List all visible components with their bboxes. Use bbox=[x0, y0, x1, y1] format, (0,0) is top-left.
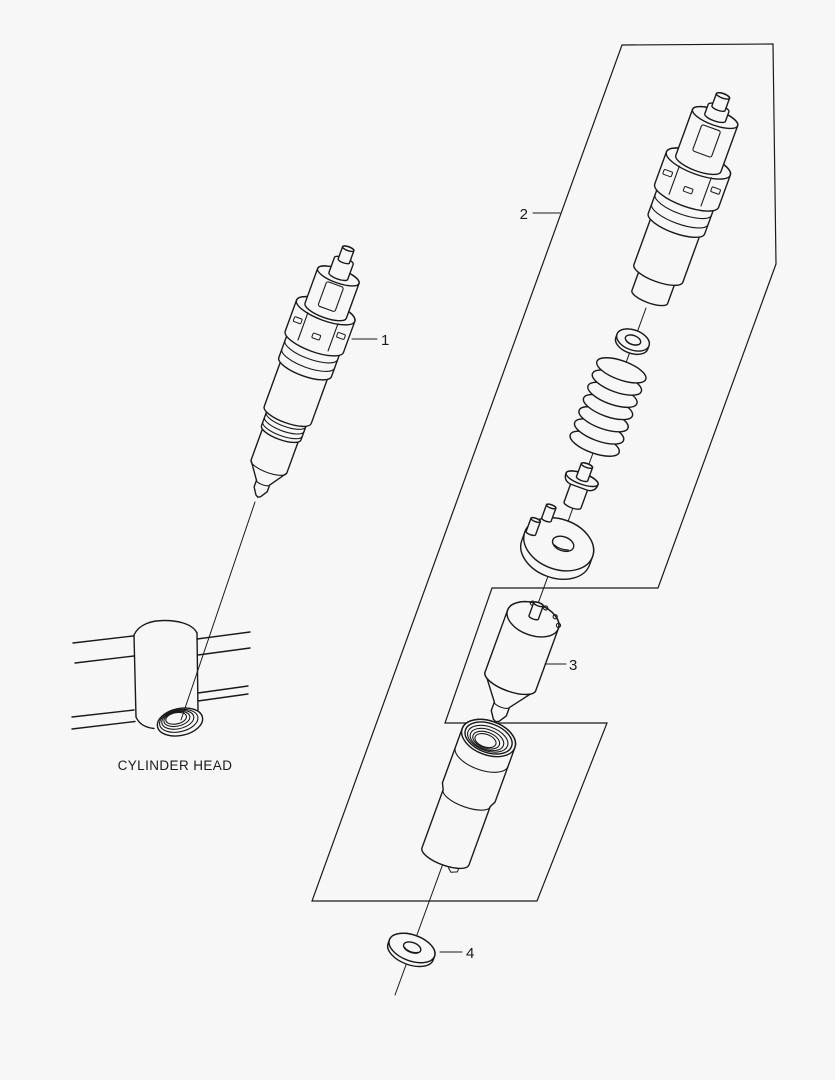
injector-axis-line bbox=[181, 502, 255, 720]
spring-seat-washer bbox=[612, 325, 652, 359]
nozzle bbox=[470, 593, 565, 731]
nozzle-body bbox=[482, 595, 564, 700]
spring bbox=[567, 353, 649, 462]
sealing-washer bbox=[384, 928, 439, 973]
nozzle-nut bbox=[415, 712, 521, 878]
spacer-plate bbox=[513, 499, 604, 588]
cylinder-head-caption: CYLINDER HEAD bbox=[117, 758, 233, 773]
injector-body bbox=[616, 82, 756, 314]
plate-face bbox=[516, 508, 601, 580]
boss-arch bbox=[134, 621, 197, 636]
boss-bottom-arc bbox=[136, 717, 154, 729]
cylinder-head-drawing bbox=[72, 621, 250, 774]
boss-side bbox=[134, 633, 198, 717]
callout-1: 1 bbox=[381, 332, 390, 349]
callout-2: 2 bbox=[519, 206, 528, 223]
head-surface-line bbox=[72, 710, 135, 729]
head-surface-line bbox=[197, 632, 250, 655]
head-surface-line bbox=[73, 636, 134, 663]
head-surface-line bbox=[198, 686, 248, 701]
pressure-spindle bbox=[556, 458, 604, 514]
callout-3: 3 bbox=[569, 657, 578, 674]
callout-4: 4 bbox=[466, 945, 475, 962]
injector-assembly bbox=[229, 236, 378, 508]
